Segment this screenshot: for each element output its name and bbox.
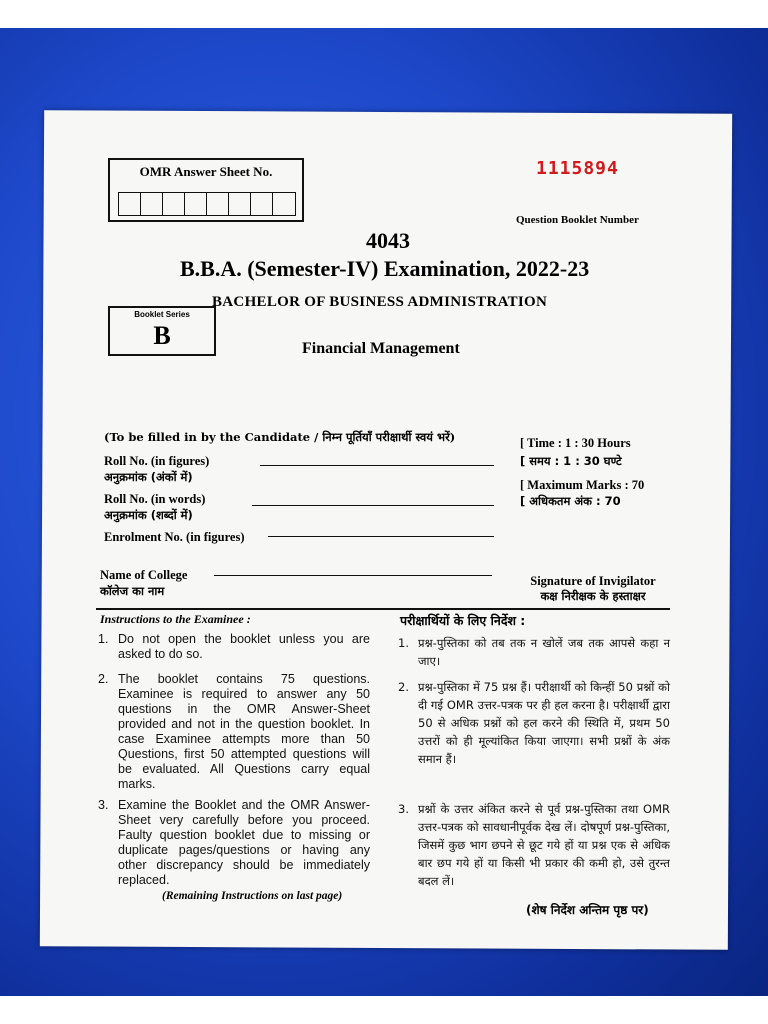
series-value: B [153, 321, 171, 350]
instructions-list-hi [398, 634, 670, 896]
roll-figures-label-hindi: अनुक्रमांक (अंकों में) [104, 470, 193, 484]
roll-figures-field[interactable] [260, 465, 494, 466]
question-booklet-number-label: Question Booklet Number [516, 214, 639, 226]
enrolment-field[interactable] [268, 536, 494, 537]
college-label-hindi: कॉलेज का नाम [100, 584, 165, 598]
max-marks-label-hindi: [ अधिकतम अंक : 70 [520, 494, 621, 508]
roll-words-label-hindi: अनुक्रमांक (शब्दों में) [104, 508, 193, 522]
instruction-text: Do not open the booklet unless you are asked to do so. [118, 632, 370, 661]
booklet-serial-number: 1115894 [536, 158, 619, 179]
instruction-number: 1. [98, 632, 109, 646]
bottom-margin [0, 996, 768, 1024]
enrolment-label: Enrolment No. (in figures) [104, 530, 245, 544]
instruction-text: प्रश्न-पुस्तिका को तब तक न खोलें जब तक आपसे कहा न जाए। [418, 636, 670, 668]
series-label: Booklet Series [134, 310, 190, 319]
instructions-heading-hi: परीक्षार्थियों के लिए निर्देश : [400, 613, 526, 628]
instruction-text: प्रश्न-पुस्तिका में 75 प्रश्न हैं। परीक्षार्थी को किन्हीं 50 प्रश्नों को दी गई OMR उत्तर-पत्रक पर ही हल करना है। परीक्षार्थी द्वारा 50 से अधिक प्रश्नों को हल करने की स्थिति में, प्रथम 50 उत्तरों को ही मूल्यांकित किया जाएगा। सभी प्रश्नों के अंक समान हैं। [418, 680, 670, 766]
instructions-list-en [98, 632, 370, 892]
omr-answer-sheet-box [108, 158, 304, 222]
time-label: [ Time : 1 : 30 Hours [520, 436, 631, 450]
roll-words-label: Roll No. (in words) [104, 492, 206, 506]
signature-label-hindi: कक्ष निरीक्षक के हस्ताक्षर [540, 589, 646, 603]
instructions-heading-en: Instructions to the Examinee : [100, 612, 251, 626]
instruction-number: 3. [398, 802, 409, 816]
signature-label: Signature of Invigilator [530, 574, 656, 588]
instruction-text: Examine the Booklet and the OMR Answer-Sheet very carefully before you proceed. Faulty question booklet due to missing or duplicate pages/questions or having any other discrepancy should be immediately replaced. [118, 798, 370, 887]
instruction-number: 2. [98, 672, 109, 686]
roll-words-field[interactable] [252, 505, 494, 506]
remaining-instructions-note-hi: (शेष निर्देश अन्तिम पृष्ठ पर) [526, 903, 649, 917]
top-margin [0, 0, 768, 28]
college-field[interactable] [214, 575, 492, 576]
max-marks-label: [ Maximum Marks : 70 [520, 478, 645, 492]
instruction-number: 1. [398, 636, 409, 650]
instruction-text: प्रश्नों के उत्तर अंकित करने से पूर्व प्रश्न-पुस्तिका तथा OMR उत्तर-पत्रक को सावधानीपूर्वक देख लें। दोषपूर्ण प्रश्न-पुस्तिका, जिसमें कुछ भाग छपने से छूट गये हों या प्रश्न एक से अधिक बार छप गये हों या किसी भी प्रकार की कमी हो, उसे तुरन्त बदल लें। [418, 802, 670, 888]
instruction-number: 3. [98, 798, 109, 812]
roll-figures-label: Roll No. (in figures) [104, 454, 210, 468]
time-label-hindi: [ समय : 1 : 30 घण्टे [520, 454, 622, 468]
omr-number-cells[interactable] [118, 192, 296, 216]
degree-title: BACHELOR OF BUSINESS ADMINISTRATION [212, 294, 548, 310]
omr-title: OMR Answer Sheet No. [139, 164, 273, 179]
invigilator-signature [518, 574, 668, 604]
booklet-series-box [108, 306, 216, 356]
college-label: Name of College [100, 568, 188, 582]
remaining-instructions-note-en: (Remaining Instructions on last page) [162, 890, 343, 902]
instruction-text: The booklet contains 75 questions. Examinee is required to answer any 50 questions in the OMR Answer-Sheet provided and not in the question booklet. In case Examinee attempts more than 50 Questions, first 50 attempted questions will be evaluated. All Questions carry equal marks. [118, 672, 370, 791]
subject-title: Financial Management [302, 340, 460, 357]
exam-title: B.B.A. (Semester-IV) Examination, 2022-23 [180, 256, 590, 281]
paper-code: 4043 [366, 228, 410, 253]
instruction-number: 2. [398, 680, 409, 694]
section-divider [96, 608, 670, 610]
candidate-fill-note: (To be filled in by the Candidate / निम्न पूर्तियाँ परीक्षार्थी स्वयं भरें) [104, 430, 456, 444]
